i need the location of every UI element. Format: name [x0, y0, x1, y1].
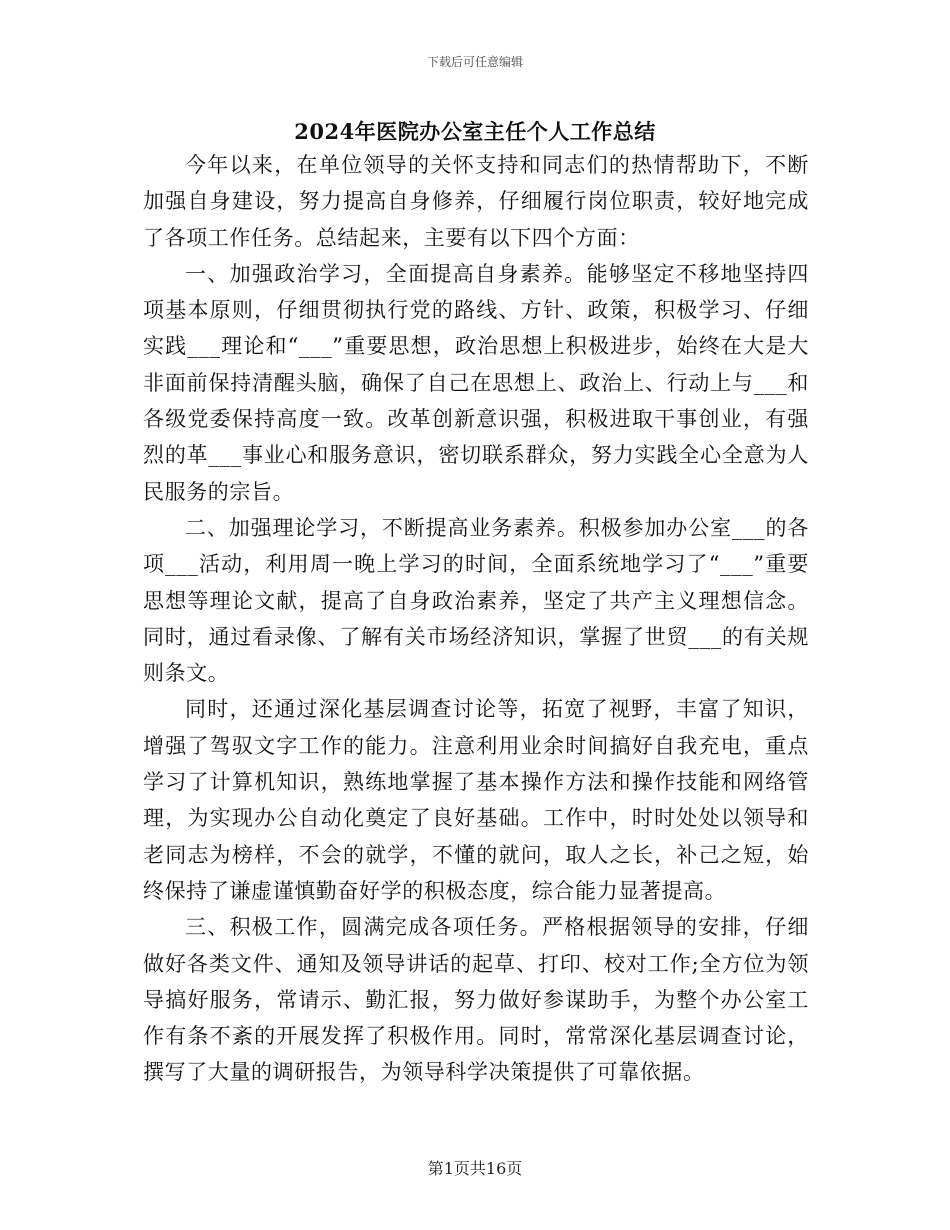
paragraph-section-1: 一、加强政治学习，全面提高自身素养。能够坚定不移地坚持四项基本原则，仔细贯彻执行党的路线、方针、政策，积极学习、仔细实践___理论和“___”重要思想，政治思想上积极进步，始终在大是大非面前保持清醒头脑，确保了自己在思想上、政治上、行动上与___和各级党委保持高度一致。改革创新意识强，积极进取干事创业，有强烈的革___事业心和服务意识，密切联系群众，努力实践全心全意为人民服务的宗旨。: [143, 261, 809, 504]
paragraph-section-2: 二、加强理论学习，不断提高业务素养。积极参加办公室___的各项___活动，利用周一晚上学习的时间，全面系统地学习了“___”重要思想等理论文献，提高了自身政治素养，坚定了共产主义理想信念。同时，通过看录像、了解有关市场经济知识，掌握了世贸___的有关规则条文。: [143, 515, 809, 686]
paragraph-intro: 今年以来，在单位领导的关怀支持和同志们的热情帮助下，不断加强自身建设，努力提高自身修养，仔细履行岗位职责，较好地完成了各项工作任务。总结起来，主要有以下四个方面：: [143, 153, 809, 250]
document-title: 2024年医院办公室主任个人工作总结: [294, 119, 656, 144]
header-note: 下载后可任意编辑: [426, 55, 523, 69]
page-footer: 第1页共16页: [427, 1159, 523, 1178]
paragraph-section-2-continued: 同时，还通过深化基层调查讨论等，拓宽了视野，丰富了知识，增强了驾驭文字工作的能力。注意利用业余时间搞好自我充电，重点学习了计算机知识，熟练地掌握了基本操作方法和操作技能和网络管理，为实现办公自动化奠定了良好基础。工作中，时时处处以领导和老同志为榜样，不会的就学，不懂的就问，取人之长，补己之短，始终保持了谦虚谨慎勤奋好学的积极态度，综合能力显著提高。: [143, 697, 809, 903]
document-body: [143, 147, 809, 1091]
paragraph-section-3: 三、积极工作，圆满完成各项任务。严格根据领导的安排，仔细做好各类文件、通知及领导讲话的起草、打印、校对工作;全方位为领导搞好服务，常请示、勤汇报，努力做好参谋助手，为整个办公室工作有条不紊的开展发挥了积极作用。同时，常常深化基层调查讨论，撰写了大量的调研报告，为领导科学决策提供了可靠依据。: [143, 915, 809, 1085]
